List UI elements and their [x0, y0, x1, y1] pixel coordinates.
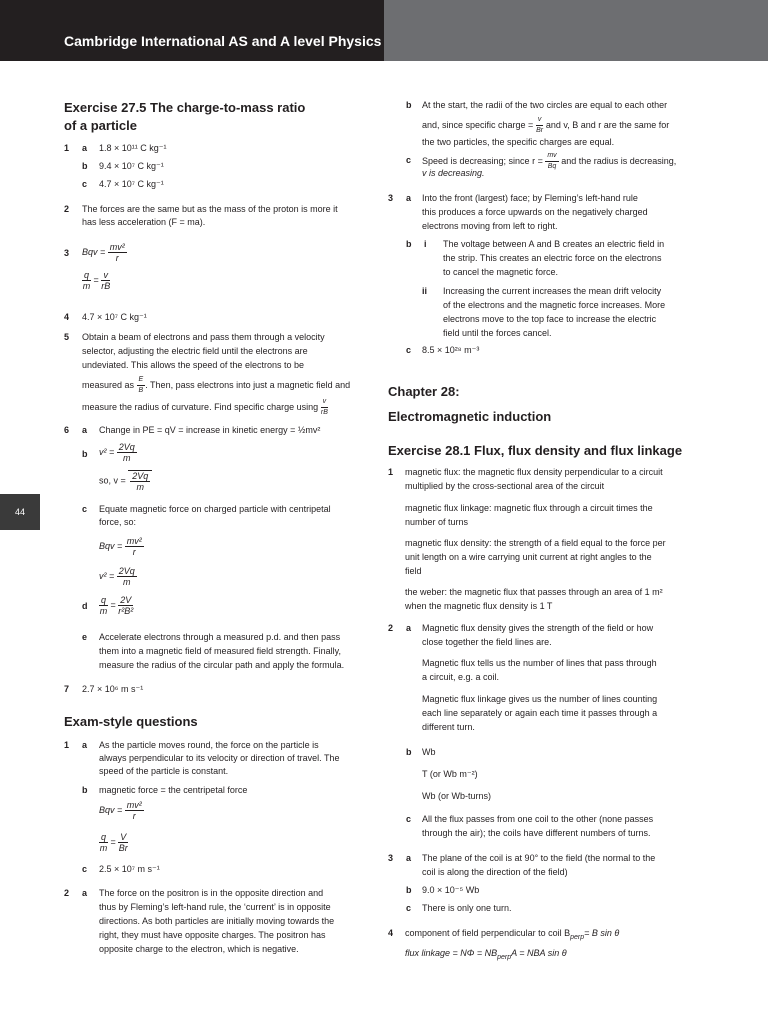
answer-text: v is decreasing.: [422, 168, 485, 178]
answer-text: magnetic flux density: the strength of a field equal to the force per: [405, 538, 666, 548]
q-letter: c: [82, 864, 88, 874]
equation: [99, 470, 152, 492]
q-letter: c: [82, 179, 88, 189]
eq-num: v: [536, 115, 544, 126]
answer-text: always perpendicular to its velocity or direction of travel. The: [99, 753, 340, 763]
answer-text: undeviated. This allows the speed of the electrons to be: [82, 360, 304, 370]
q-letter: c: [406, 903, 412, 913]
answer-text: magnetic flux linkage: magnetic flux through a circuit times the: [405, 503, 653, 513]
q-letter: a: [82, 888, 88, 898]
eq-num: q: [101, 595, 107, 605]
q-number: 2: [64, 204, 70, 214]
eq-lhs: so, v =: [99, 475, 126, 486]
equation: $\frac{q}{m}$ = $\frac{V}{Br}$: [99, 832, 128, 853]
answer-text: Equate magnetic force on charged particle with centripetal: [99, 504, 331, 514]
eq-lhs: Bqv =: [99, 804, 123, 815]
eq-lhs: v² =: [99, 446, 115, 457]
answer-text: through the air); the coils have different numbers of turns.: [422, 828, 651, 838]
eq-den: Bq: [547, 163, 557, 170]
exercise-title: Exercise 28.1 Flux, flux density and flux linkage: [388, 443, 683, 458]
q-letter: a: [82, 143, 88, 153]
eq-num: 2Vq: [118, 566, 135, 576]
exercise-title-line2: of a particle: [64, 118, 137, 133]
q-number: 3: [64, 248, 70, 258]
q-letter: a: [82, 425, 88, 435]
q-number: 1: [64, 143, 70, 153]
answer-text: selector, adjusting the electric field until the electrons are: [82, 346, 308, 356]
q-number: 1: [388, 467, 394, 477]
answer-text: this produces a force upwards on the negatively charged: [422, 207, 648, 217]
answer-text: There is only one turn.: [422, 903, 512, 913]
q-letter: b: [406, 885, 412, 895]
eq-num: q: [101, 832, 107, 842]
equation: [99, 536, 144, 557]
eq-den: m: [123, 453, 131, 463]
q-subpart: i: [424, 239, 427, 249]
q-letter: c: [82, 504, 88, 514]
answer-text: All the flux passes from one coil to the other (none passes: [422, 814, 654, 824]
equation: [99, 566, 137, 587]
answer-text: opposite charge to the electron, which is negative.: [99, 944, 299, 954]
eq-lhs: v² =: [99, 570, 115, 581]
q-letter: a: [406, 193, 412, 203]
eq-lhs: Bqv =: [82, 246, 106, 257]
answer-text: the strip. This creates an electric force on the electrons: [443, 253, 662, 263]
answer-text: Accelerate electrons through a measured p.d. and then pass: [99, 632, 341, 642]
answer-text: Into the front (largest) face; by Fleming’s left-hand rule: [422, 193, 638, 203]
text: and the radius is decreasing,: [561, 155, 677, 166]
eq-num: mv²: [126, 800, 142, 810]
q-number: 2: [388, 623, 394, 633]
answer-text: to cancel the magnetic force.: [443, 267, 559, 277]
eq-den: B: [138, 387, 144, 394]
q-number: 3: [388, 853, 394, 863]
eq-num: q: [84, 270, 90, 280]
q-letter: c: [406, 345, 412, 355]
eq-den: rB: [320, 409, 328, 416]
answer-text: Change in PE = qV = increase in kinetic energy = ½mv²: [99, 425, 321, 435]
answer-text: 2.5 × 10⁷ m s⁻¹: [99, 864, 160, 874]
text: and, since specific charge =: [422, 119, 534, 130]
answer-text: directions. As both particles are initially moving towards the: [99, 916, 335, 926]
answer-text: magnetic force = the centripetal force: [99, 785, 248, 795]
q-number: 3: [388, 193, 394, 203]
q-letter: b: [82, 161, 88, 171]
answer-text: the two particles, the specific charges are equal.: [422, 137, 615, 147]
answer-text: measure the radius of the circular path and apply the formula.: [99, 660, 345, 670]
eq-den: m: [99, 606, 108, 616]
q-letter: c: [406, 814, 412, 824]
answer-text: The force on the positron is in the opposite direction and: [99, 888, 324, 898]
answer-text: The forces are the same but as the mass of the proton is more it: [82, 204, 338, 214]
q-number: 5: [64, 332, 70, 342]
eq-num: mv²: [109, 242, 125, 252]
eq-num: E: [137, 375, 146, 386]
equation: [82, 242, 127, 263]
equation: [99, 442, 137, 463]
answer-text: 9.0 × 10⁻⁵ Wb: [422, 885, 480, 895]
header-bar-grey: [384, 0, 768, 61]
answer-text: electrons move to the top face to increase the electric: [443, 314, 657, 324]
answer-text: them into a magnetic field of measured field strength. Finally,: [99, 646, 341, 656]
answer-text: number of turns: [405, 517, 469, 527]
answer-text: T (or Wb m⁻²): [422, 769, 478, 779]
text: measured as: [82, 379, 135, 390]
q-number: 1: [64, 740, 70, 750]
answer-text: As the particle moves round, the force on the particle is: [99, 740, 319, 750]
answer-text: Magnetic flux linkage gives us the number of lines counting: [422, 694, 658, 704]
text: and v, B and r are the same for: [545, 119, 670, 130]
q-number: 2: [64, 888, 70, 898]
chapter-title-line1: Chapter 28:: [388, 384, 460, 399]
eq-num: 2Vq: [132, 471, 149, 481]
answer-text: magnetic flux: the magnetic flux density perpendicular to a circuit: [405, 467, 663, 477]
answer-text: The plane of the coil is at 90° to the field (the normal to the: [422, 853, 656, 863]
eq-den: m: [123, 577, 131, 587]
eq-num: v: [321, 397, 329, 408]
answer-text: coil is along the direction of the field): [422, 867, 568, 877]
eq-den: Br: [118, 843, 128, 853]
q-letter: b: [82, 449, 88, 459]
eq-num: mv: [545, 151, 558, 162]
text: component of field perpendicular to coil B: [405, 928, 571, 938]
q-subpart: ii: [422, 286, 428, 296]
answer-text: when the magnetic flux density is 1 T: [405, 601, 553, 611]
book-title: Cambridge International AS and A level Physics: [64, 33, 382, 49]
answer-text: a circuit, e.g. a coil.: [422, 672, 500, 682]
answer-text: field: [405, 566, 422, 576]
answer-text: different turn.: [422, 722, 475, 732]
eq-den: m: [99, 843, 108, 853]
q-letter: b: [406, 239, 412, 249]
answer-text: 8.5 × 10²⁸ m⁻³: [422, 345, 480, 355]
equation: [99, 800, 144, 821]
q-number: 4: [64, 312, 70, 322]
q-letter: e: [82, 632, 88, 642]
q-letter: d: [82, 601, 88, 611]
answer-text: each line separately or again each time it passes through a: [422, 708, 658, 718]
answer-text: 4.7 × 10⁷ C kg⁻¹: [82, 312, 147, 322]
answer-text: force, so:: [99, 517, 137, 527]
text: . Then, pass electrons into just a magnetic field and: [145, 379, 351, 390]
answer-text: The voltage between A and B creates an electric field in: [443, 239, 665, 249]
answer-text: multiplied by the cross-sectional area of the circuit: [405, 481, 605, 491]
answer-text: 1.8 × 10¹¹ C kg⁻¹: [99, 143, 167, 153]
q-letter: b: [406, 747, 412, 757]
equation: $\frac{q}{m}$ = $\frac{2V}{\text{r²B²}}$: [99, 595, 134, 616]
answer-text: 4.7 × 10⁷ C kg⁻¹: [99, 179, 164, 189]
text: Speed is decreasing; since r =: [422, 155, 543, 166]
answer-line: [82, 375, 350, 396]
exercise-title-line1: Exercise 27.5 The charge-to-mass ratio: [64, 100, 306, 115]
page-number: 44: [0, 494, 40, 530]
eq-num: 2V: [120, 595, 132, 605]
eq-den: m: [82, 281, 91, 291]
q-number: 6: [64, 425, 70, 435]
answer-text: field until the forces cancel.: [443, 328, 552, 338]
text: = B sin θ: [584, 928, 620, 938]
eq-den: rB: [101, 281, 111, 291]
q-number: 4: [388, 928, 394, 938]
eq-lhs: Bqv =: [99, 540, 123, 551]
eq-den: Br: [536, 127, 544, 134]
text: A = NBA sin θ: [511, 948, 567, 958]
equation: $\frac{q}{m}$ = $\frac{v}{rB}$: [82, 270, 111, 291]
text: measure the radius of curvature. Find specific charge using: [82, 401, 319, 412]
eq-num: v: [101, 270, 110, 281]
answer-text: has less acceleration (F = ma).: [82, 217, 206, 227]
q-letter: a: [406, 853, 412, 863]
q-number: 7: [64, 684, 70, 694]
answer-text: Wb: [422, 747, 436, 757]
q-letter: b: [82, 785, 88, 795]
answer-text: close together the field lines are.: [422, 637, 552, 647]
answer-text: the weber: the magnetic flux that passes through an area of 1 m²: [405, 587, 663, 597]
q-letter: a: [82, 740, 88, 750]
chapter-title-line2: Electromagnetic induction: [388, 409, 552, 424]
answer-line: [422, 115, 669, 136]
answer-text: At the start, the radii of the two circles are equal to each other: [422, 100, 668, 110]
answer-text: unit length on a wire carrying unit current at right angles to the: [405, 552, 652, 562]
answer-text: Magnetic flux density gives the strength of the field or how: [422, 623, 654, 633]
eq-den: m: [136, 482, 145, 492]
text: flux linkage = NΦ = NB: [405, 948, 498, 958]
answer-text: Wb (or Wb-turns): [422, 791, 492, 801]
eq-den: r: [132, 547, 136, 557]
q-letter: a: [406, 623, 412, 633]
answer-text: 9.4 × 10⁷ C kg⁻¹: [99, 161, 164, 171]
eq-den: r: [132, 811, 136, 821]
subscript: perp: [570, 933, 585, 941]
q-letter: b: [406, 100, 412, 110]
eq-den: r²B²: [118, 606, 134, 616]
answer-text: thus by Fleming’s left-hand rule, the ‘current’ is in opposite: [99, 902, 331, 912]
answer-text: electrons moving from left to right.: [422, 221, 558, 231]
eq-num: V: [120, 832, 127, 842]
answer-text: right, they must have opposite charges. The positron has: [99, 930, 326, 940]
answer-text: Increasing the current increases the mean drift velocity: [443, 286, 662, 296]
answer-text: speed of the particle is constant.: [99, 766, 229, 776]
q-letter: c: [406, 155, 412, 165]
section-title: Exam-style questions: [64, 714, 198, 729]
eq-num: mv²: [126, 536, 142, 546]
answer-line: [405, 927, 619, 944]
answer-text: of the electrons and the magnetic force increases. More: [443, 300, 666, 310]
eq-num: 2Vq: [118, 442, 135, 452]
answer-text: Obtain a beam of electrons and pass them through a velocity: [82, 332, 325, 342]
subscript: perp: [497, 953, 512, 961]
answer-line: [82, 397, 328, 418]
header-bar-dark: [0, 0, 384, 61]
answer-line: [405, 947, 567, 964]
answer-text: 2.7 × 10⁶ m s⁻¹: [82, 684, 144, 694]
eq-den: r: [115, 253, 119, 263]
answer-text: Magnetic flux tells us the number of lines that pass through: [422, 658, 657, 668]
